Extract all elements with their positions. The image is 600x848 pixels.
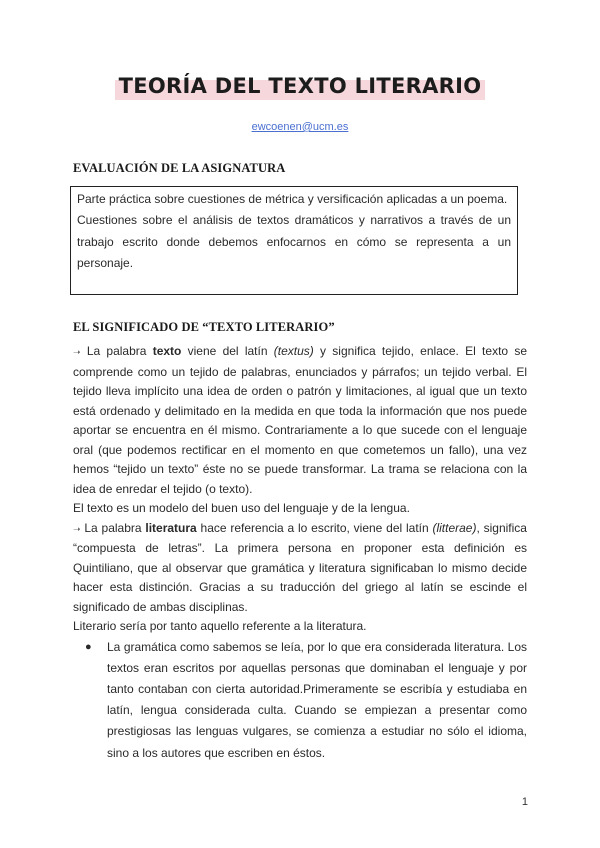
text-run: hace referencia a lo escrito, viene del latín [196,520,433,535]
evaluation-box [70,186,518,295]
list-item-text: La gramática como sabemos se leía, por lo que era considerada literatura. Los textos eran escritos por aquellas personas que dominaban el lenguaje y por tanto contaban con cierta autoridad.Primeramente se escribía y estudiaba en latín, lengua considerada culta. Cuando se empiezan a presentar como prestigiosas las lenguas vulgares, se comienza a estudiar no sólo el idioma, sino a los autores que escriben en éstos. [107,639,527,760]
paragraph-literatura [73,519,527,618]
text-run: viene del latín [181,344,274,358]
title-area [0,74,600,98]
section-heading-significado: EL SIGNIFICADO DE “TEXTO LITERARIO” [73,320,335,334]
italic-term-textus: (textus) [273,344,314,358]
document-title: TEORÍA DEL TEXTO LITERARIO [115,74,486,98]
bullet-list [73,637,527,764]
paragraph-literario: Literario sería por tanto aquello referente a la literatura. [73,619,367,633]
text-run: La palabra [86,344,153,358]
bullet-icon: ● [85,640,92,653]
bold-term-texto: texto [152,344,182,358]
arrow-icon: ➝ [73,347,81,357]
bold-term-literatura: literatura [145,520,197,535]
box-line: Cuestiones sobre el análisis de textos dramáticos y narrativos a través de un trabajo escrito donde debemos enfocarnos en cómo se representa a un personaje. [77,213,511,271]
text-run: , significa “compuesta de letras”. La primera persona en proponer esta definición es Quintiliano, que al observar que gramática y literatura significaban lo mismo decide hacer esta distinción. Gracias a su traducción del griego al latín se escinde el significado de ambas disciplinas. [73,520,527,614]
section-heading-evaluacion: EVALUACIÓN DE LA ASIGNATURA [73,161,286,175]
text-run: La palabra [84,520,146,535]
text-run: y significa tejido, enlace. El texto se comprende como un tejido de palabras, enunciados y párrafos; un tejido verbal. El tejido lleva implícito una idea de orden o patrón y limitaciones, al igual que un texto está ordenado y delimitado en la medida en que toda la información que nos puede aportar se encuentra en él mismo. Contrariamente a lo que sucede con el lenguaje oral (que podemos rectificar en el momento en que cometemos un fallo), una vez hemos “tejido un texto” éste no se puede transformar. La trama se relaciona con la idea de enredar el tejido (o texto). [73,344,528,496]
paragraph-texto [73,342,527,499]
email-link[interactable]: ewcoenen@ucm.es [251,121,349,133]
paragraph-modelo: El texto es un modelo del buen uso del lenguaje y de la lengua. [73,501,410,515]
page-number: 1 [521,796,528,808]
list-item [73,637,527,764]
body-text [73,342,527,764]
box-line: Parte práctica sobre cuestiones de métrica y versificación aplicadas a un poema. [77,192,508,206]
italic-term-litterae: (litterae) [432,520,477,535]
arrow-icon: ➝ [73,523,81,534]
